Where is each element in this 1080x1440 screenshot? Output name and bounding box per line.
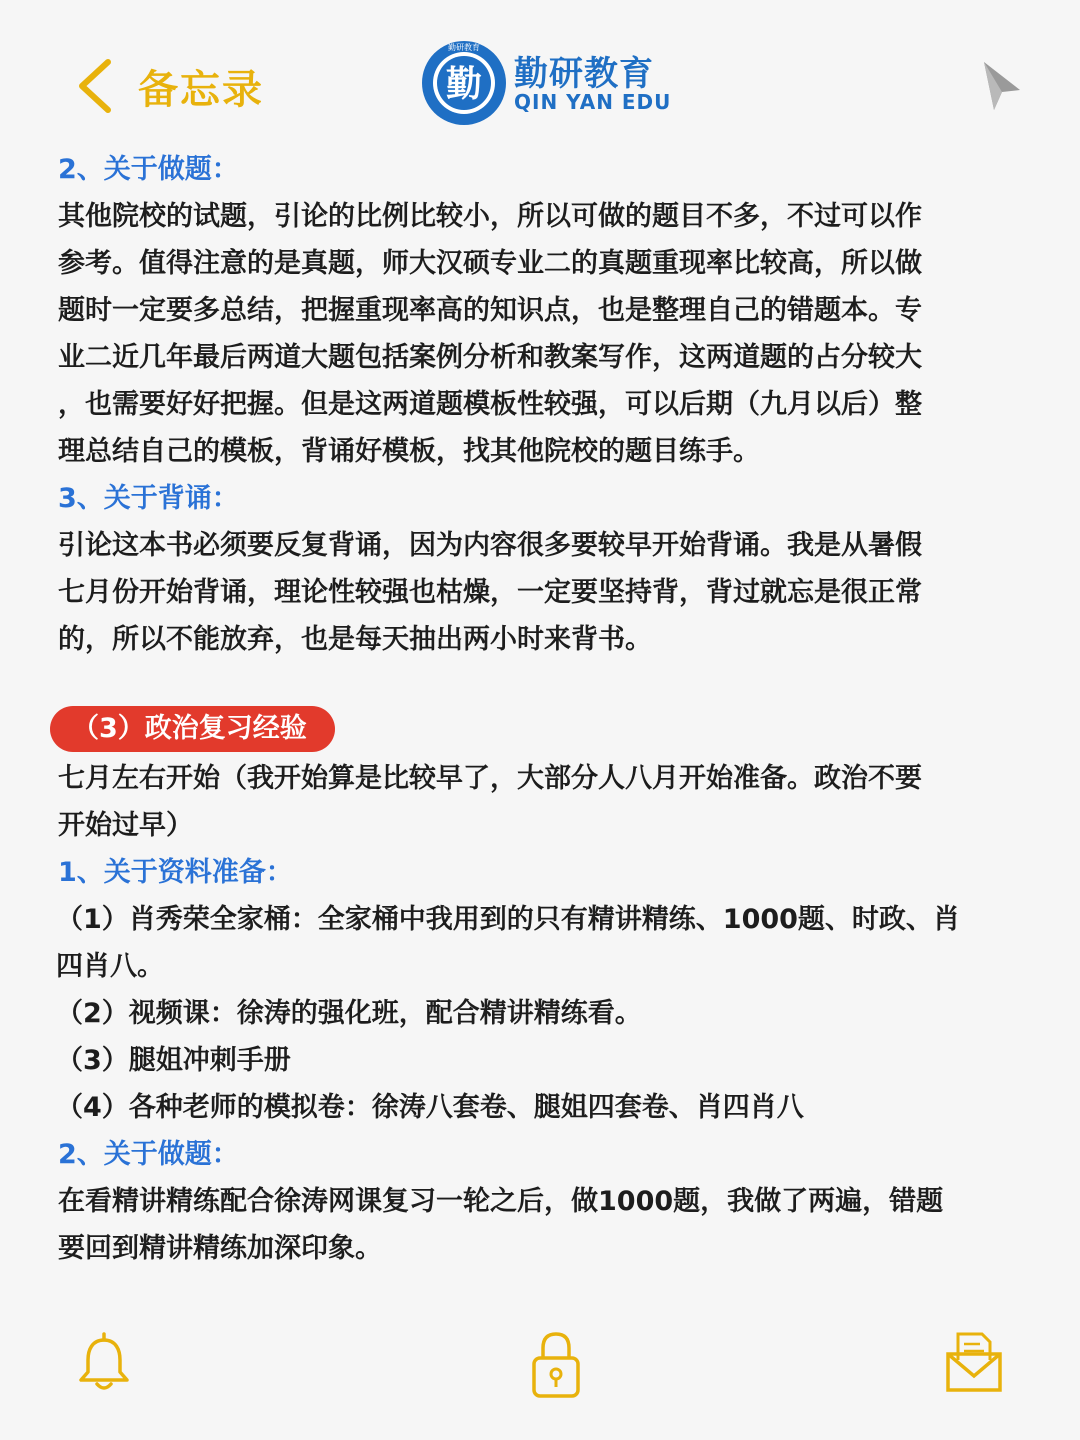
list-item: （4）各种老师的模拟卷：徐涛八套卷、腿姐四套卷、肖四肖八 (56, 1092, 804, 1123)
logo-character: 勤 (445, 64, 483, 105)
list-item: （2）视频课：徐涛的强化班，配合精讲精练看。 (56, 998, 642, 1029)
navigation-bar (0, 0, 1080, 140)
section-heading: 2、关于做题： (58, 154, 239, 185)
logo-name: 勤研教育 (514, 54, 654, 94)
send-arrow-icon[interactable] (980, 60, 1024, 112)
list-item: （1）肖秀荣全家桶：全家桶中我用到的只有精讲精练、1000题、时政、肖 四肖八。 (56, 904, 960, 982)
section-heading: 1、关于资料准备： (58, 857, 293, 888)
paragraph: 在看精讲精练配合徐涛网课复习一轮之后，做1000题，我做了两遍，错题 要回到精讲精练加深印象。 (58, 1186, 944, 1264)
lock-icon[interactable] (530, 1330, 582, 1400)
back-label[interactable]: 备忘录 (138, 67, 264, 113)
logo-ring-text: 勤研教育 (448, 43, 480, 52)
paragraph: 引论这本书必须要反复背诵，因为内容很多要较早开始背诵。我是从暑假 七月份开始背诵，理论性较强也枯燥，一定要坚持背，背过就忘是很正常 的，所以不能放弃，也是每天抽出两小时来背书。 (58, 530, 922, 655)
paragraph: 其他院校的试题，引论的比例比较小，所以可做的题目不多，不过可以作 参考。值得注意的是真题，师大汉硕专业二的真题重现率比较高，所以做 题时一定要多总结，把握重现率高的知识点，也是整理自己的错题本。专 业二近几年最后两道大题包括案例分析和教案写作，这两道题的占分较大 ，也需要好好把握。但是这两道题模板性较强，可以后期（九月以后）整 理总结自己的模板，背诵好模板，找其他院校的题目练手。 (58, 201, 922, 467)
bell-icon[interactable] (76, 1332, 132, 1392)
note-body (58, 146, 1020, 1272)
section-title-row (58, 703, 1020, 755)
section-heading: 3、关于背诵： (58, 483, 239, 514)
section-title-badge: （3）政治复习经验 (50, 706, 335, 752)
chevron-left-icon[interactable] (72, 56, 118, 116)
mail-icon[interactable] (944, 1330, 1004, 1394)
bottom-toolbar (0, 1320, 1080, 1420)
list-item: （3）腿姐冲刺手册 (56, 1045, 291, 1076)
logo-english-name: QIN YAN EDU (514, 90, 672, 114)
section-heading: 2、关于做题： (58, 1139, 239, 1170)
paragraph: 七月左右开始（我开始算是比较早了，大部分人八月开始准备。政治不要 开始过早） (58, 763, 922, 841)
